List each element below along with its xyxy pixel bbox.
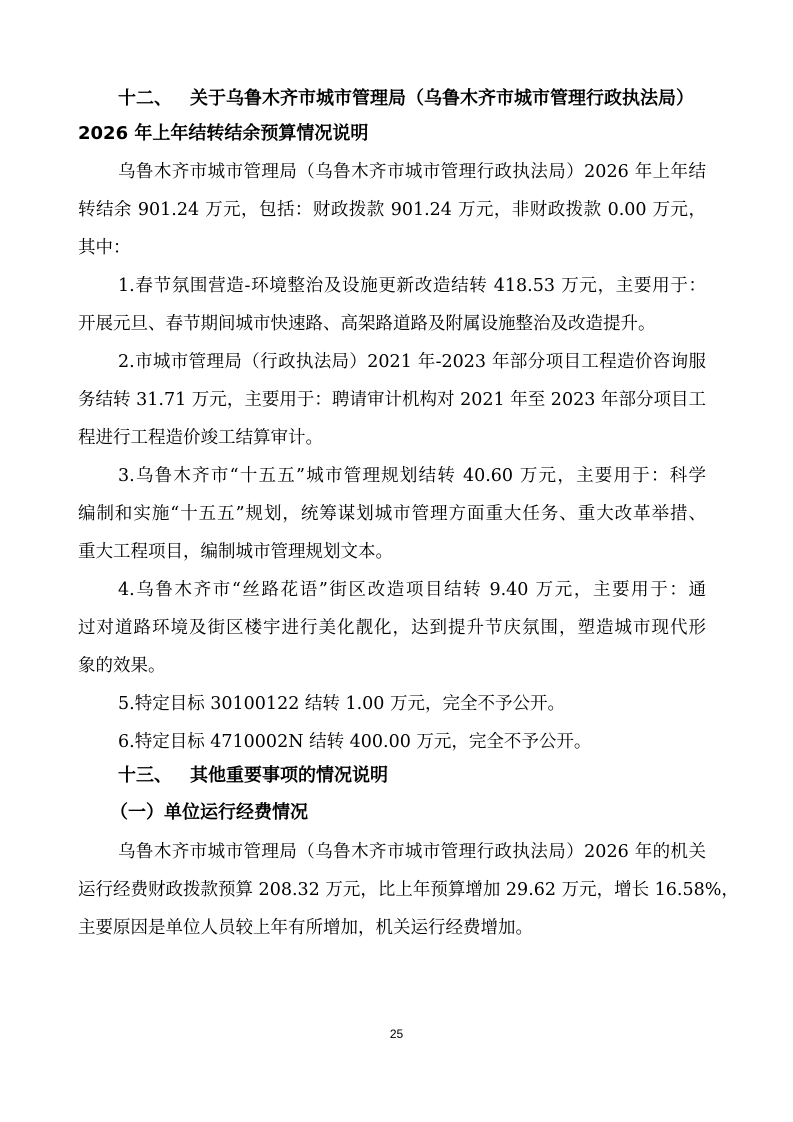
item-3-line-3: 重大工程项目，编制城市管理规划文本。 <box>78 542 393 562</box>
subsection-1-line-2: 运行经费财政拨款预算 208.32 万元，比上年预算增加 29.62 万元，增长 16.58%， <box>78 880 739 900</box>
item-3-line-2: 编制和实施“十五五”规划，统筹谋划城市管理方面重大任务、重大改革举措、 <box>78 504 706 524</box>
item-4-line-2: 过对道路环境及街区楼宇进行美化靓化，达到提升节庆氛围，塑造城市现代形 <box>78 618 706 638</box>
subsection-1-line-3: 主要原因是单位人员较上年有所增加，机关运行经费增加。 <box>78 918 533 938</box>
item-4-line-1: 4.乌鲁木齐市“丝路花语”街区改造项目结转 9.40 万元，主要用于：通 <box>118 580 706 600</box>
section-12-number: 十二、 <box>118 88 172 109</box>
subsection-1-line-1: 乌鲁木齐市城市管理局（乌鲁木齐市城市管理行政执法局）2026 年的机关 <box>118 842 706 862</box>
item-1-line-2: 开展元旦、春节期间城市快速路、高架路道路及附属设施整治及改造提升。 <box>78 314 656 334</box>
subsection-1-title: （一）单位运行经费情况 <box>110 802 308 823</box>
item-1-line-1: 1.春节氛围营造-环境整治及设施更新改造结转 418.53 万元，主要用于： <box>118 276 706 296</box>
section-13-title: 其他重要事项的情况说明 <box>190 765 388 786</box>
section-13-number: 十三、 <box>118 765 172 786</box>
item-6-line-1: 6.特定目标 4710002N 结转 400.00 万元，完全不予公开。 <box>118 732 592 752</box>
item-2-line-2: 务结转 31.71 万元，主要用于：聘请审计机构对 2021 年至 2023 年部分项目工 <box>78 390 706 410</box>
item-5-line-1: 5.特定目标 30100122 结转 1.00 万元，完全不予公开。 <box>118 694 565 714</box>
item-4-line-3: 象的效果。 <box>78 656 166 676</box>
section-12-title-line2: 2026 年上年结转结余预算情况说明 <box>78 123 369 144</box>
intro-line-2: 转结余 901.24 万元，包括：财政拨款 901.24 万元，非财政拨款 0.00 万元， <box>78 200 706 220</box>
section-12-title-line1: 关于乌鲁木齐市城市管理局（乌鲁木齐市城市管理行政执法局） <box>190 88 694 109</box>
item-2-line-1: 2.市城市管理局（行政执法局）2021 年-2023 年部分项目工程造价咨询服 <box>118 352 706 372</box>
intro-line-3: 其中： <box>78 238 131 258</box>
page-number: 25 <box>389 1027 404 1041</box>
item-2-line-3: 程进行工程造价竣工结算审计。 <box>78 428 323 448</box>
intro-line-1: 乌鲁木齐市城市管理局（乌鲁木齐市城市管理行政执法局）2026 年上年结 <box>118 162 706 182</box>
item-3-line-1: 3.乌鲁木齐市“十五五”城市管理规划结转 40.60 万元，主要用于：科学 <box>118 466 706 486</box>
